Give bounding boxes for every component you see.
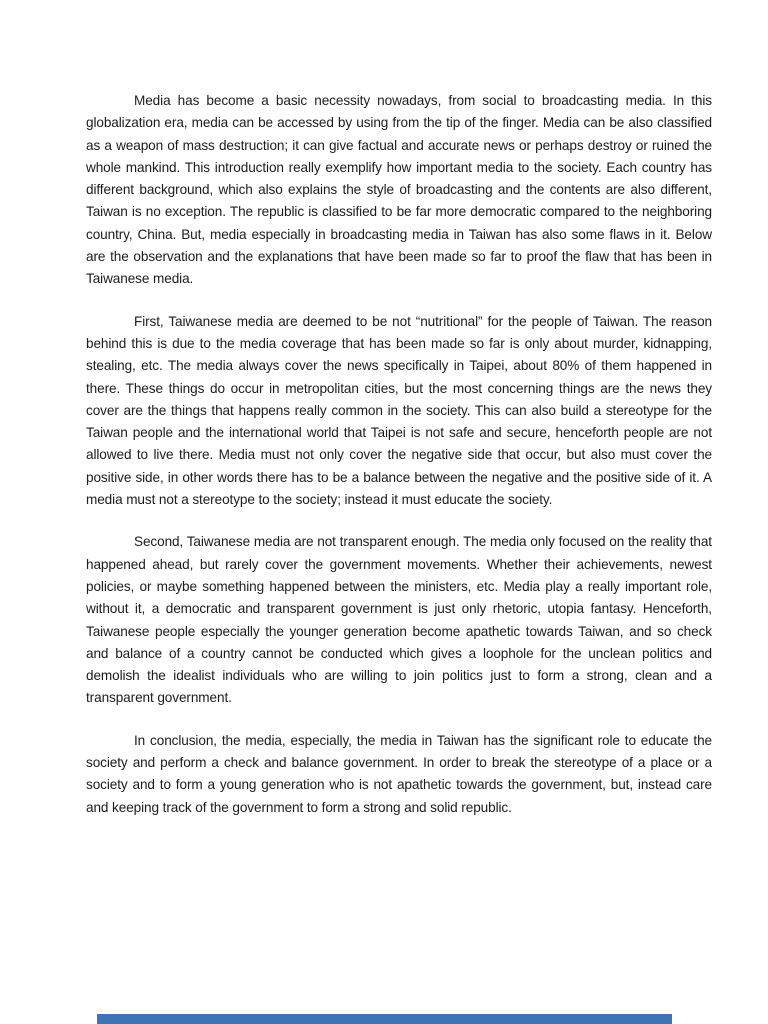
next-page-edge bbox=[97, 1014, 672, 1024]
document-text-block bbox=[86, 90, 712, 839]
paragraph-second-point: Second, Taiwanese media are not transparent enough. The media only focused on the reality that happened ahead, but rarely cover the government movements. Whether their achievements, newest policies, or maybe something happened between the ministers, etc. Media play a really important role, without it, a democratic and transparent government is just only rhetoric, utopia fantasy. Henceforth, Taiwanese people especially the younger generation become apathetic towards Taiwan, and so check and balance of a country cannot be conducted which gives a loophole for the unclean politics and demolish the idealist individuals who are willing to join politics just to form a strong, clean and a transparent government. bbox=[86, 534, 712, 706]
paragraph-first-point: First, Taiwanese media are deemed to be not “nutritional” for the people of Taiwan. The reason behind this is due to the media coverage that has been made so far is only about murder, kidnapping, stealing, etc. The media always cover the news specifically in Taipei, about 80% of them happened in there. These things do occur in metropolitan cities, but the most concerning things are the news they cover are the things that happens really common in the society. This can also build a stereotype for the Taiwan people and the international world that Taipei is not safe and secure, henceforth people are not allowed to live there. Media must not only cover the negative side that occur, but also must cover the positive side, in other words there has to be a balance between the negative and the positive side of it. A media must not a stereotype to the society; instead it must educate the society. bbox=[86, 313, 712, 508]
paragraph-conclusion: In conclusion, the media, especially, the media in Taiwan has the significant role to educate the society and perform a check and balance government. In order to break the stereotype of a place or a society and to form a young generation who is not apathetic towards the government, but, instead care and keeping track of the government to form a strong and solid republic. bbox=[86, 732, 712, 815]
paragraph-intro: Media has become a basic necessity nowadays, from social to broadcasting media. In this globalization era, media can be accessed by using from the tip of the finger. Media can be also classified as a weapon of mass destruction; it can give factual and accurate news or perhaps destroy or ruined the whole mankind. This introduction really exemplify how important media to the society. Each country has different background, which also explains the style of broadcasting and the contents are also different, Taiwan is no exception. The republic is classified to be far more democratic compared to the neighboring country, China. But, media especially in broadcasting media in Taiwan has also some flaws in it. Below are the observation and the explanations that have been made so far to proof the flaw that has been in Taiwanese media. bbox=[86, 93, 712, 287]
